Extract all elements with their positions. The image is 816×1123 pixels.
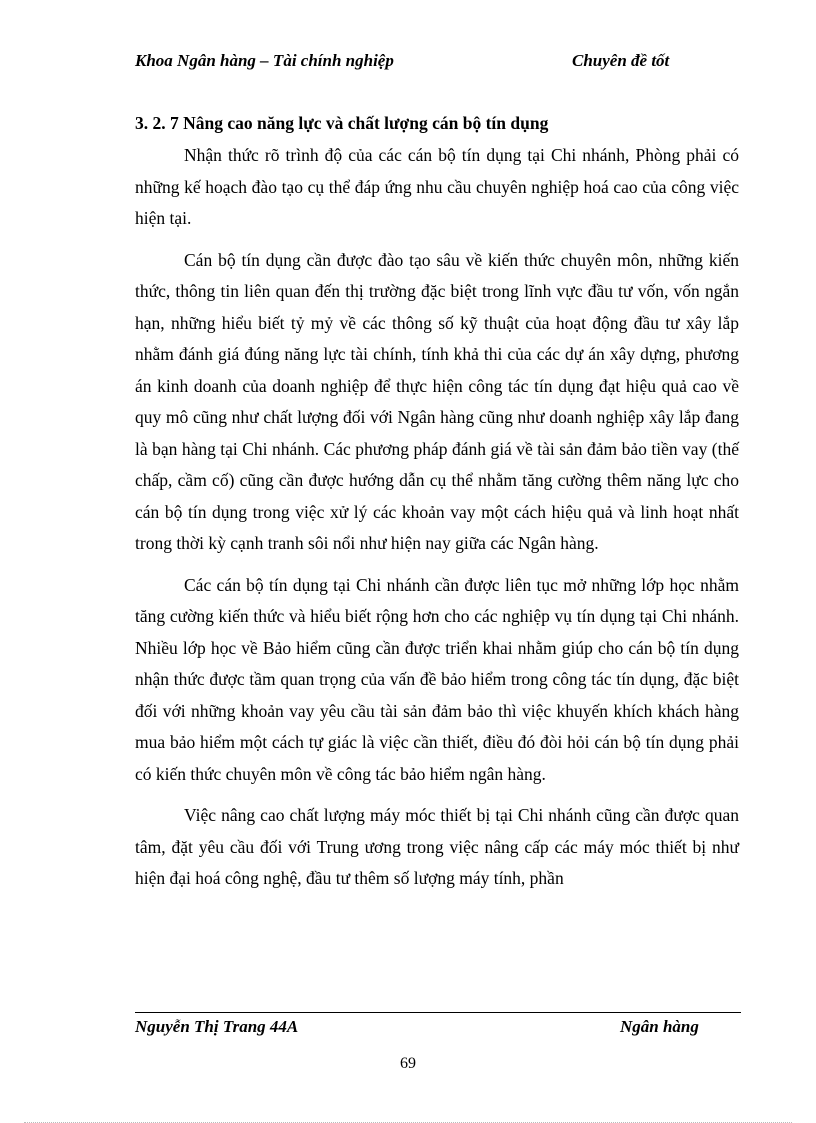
section-title: 3. 2. 7 Nâng cao năng lực và chất lượng cán bộ tín dụng [135, 113, 549, 133]
footer-divider [135, 1012, 741, 1013]
page-number: 69 [400, 1055, 416, 1072]
paragraph: Nhận thức rõ trình độ của các cán bộ tín dụng tại Chi nhánh, Phòng phải có những kế hoạch đào tạo cụ thể đáp ứng nhu cầu chuyên nghiệp hoá cao của công việc hiện tại. [135, 145, 739, 228]
paragraph: Việc nâng cao chất lượng máy móc thiết bị tại Chi nhánh cũng cần được quan tâm, đặt yêu cầu đối với Trung ương trong việc nâng cấp các máy móc thiết bị như hiện đại hoá công nghệ, đầu tư thêm số lượng máy tính, phần [135, 805, 739, 888]
body-text [135, 140, 739, 905]
header-faculty: Khoa Ngân hàng – Tài chính nghiệp [135, 51, 394, 70]
footer-department: Ngân hàng [620, 1017, 699, 1036]
footer-author: Nguyễn Thị Trang 44A [135, 1017, 299, 1036]
paragraph: Các cán bộ tín dụng tại Chi nhánh cần được liên tục mở những lớp học nhằm tăng cường kiến thức và hiểu biết rộng hơn cho các nghiệp vụ tín dụng tại Chi nhánh. Nhiều lớp học về Bảo hiểm cũng cần được triển khai nhằm giúp cho cán bộ tín dụng nhận thức được tầm quan trọng của vấn đề bảo hiểm trong công tác tín dụng, đặc biệt đối với những khoản vay yêu cầu tài sản đảm bảo thì việc khuyến khích khách hàng mua bảo hiểm một cách tự giác là việc cần thiết, điều đó đòi hỏi cán bộ tín dụng phải có kiến thức chuyên môn về công tác bảo hiểm ngân hàng. [135, 574, 739, 784]
paragraph: Cán bộ tín dụng cần được đào tạo sâu về kiến thức chuyên môn, những kiến thức, thông tin liên quan đến thị trường đặc biệt trong lĩnh vực đầu tư vốn, vốn ngắn hạn, những hiểu biết tỷ mỷ về các thông số kỹ thuật của hoạt động đầu tư xây lắp nhằm đánh giá đúng năng lực tài chính, tính khả thi của các dự án xây dựng, phương án kinh doanh của doanh nghiệp để thực hiện công tác tín dụng đạt hiệu quả cao về quy mô cũng như chất lượng đối với Ngân hàng cũng như doanh nghiệp xây lắp đang là bạn hàng tại Chi nhánh. Các phương pháp đánh giá về tài sản đảm bảo tiền vay (thế chấp, cầm cố) cũng cần được hướng dẫn cụ thể nhằm tăng cường thêm năng lực cho cán bộ tín dụng trong việc xử lý các khoản vay một cách hiệu quả và linh hoạt nhất trong thời kỳ cạnh tranh sôi nổi như hiện nay giữa các Ngân hàng. [135, 249, 739, 553]
header-document-type: Chuyên đề tốt [572, 51, 670, 70]
